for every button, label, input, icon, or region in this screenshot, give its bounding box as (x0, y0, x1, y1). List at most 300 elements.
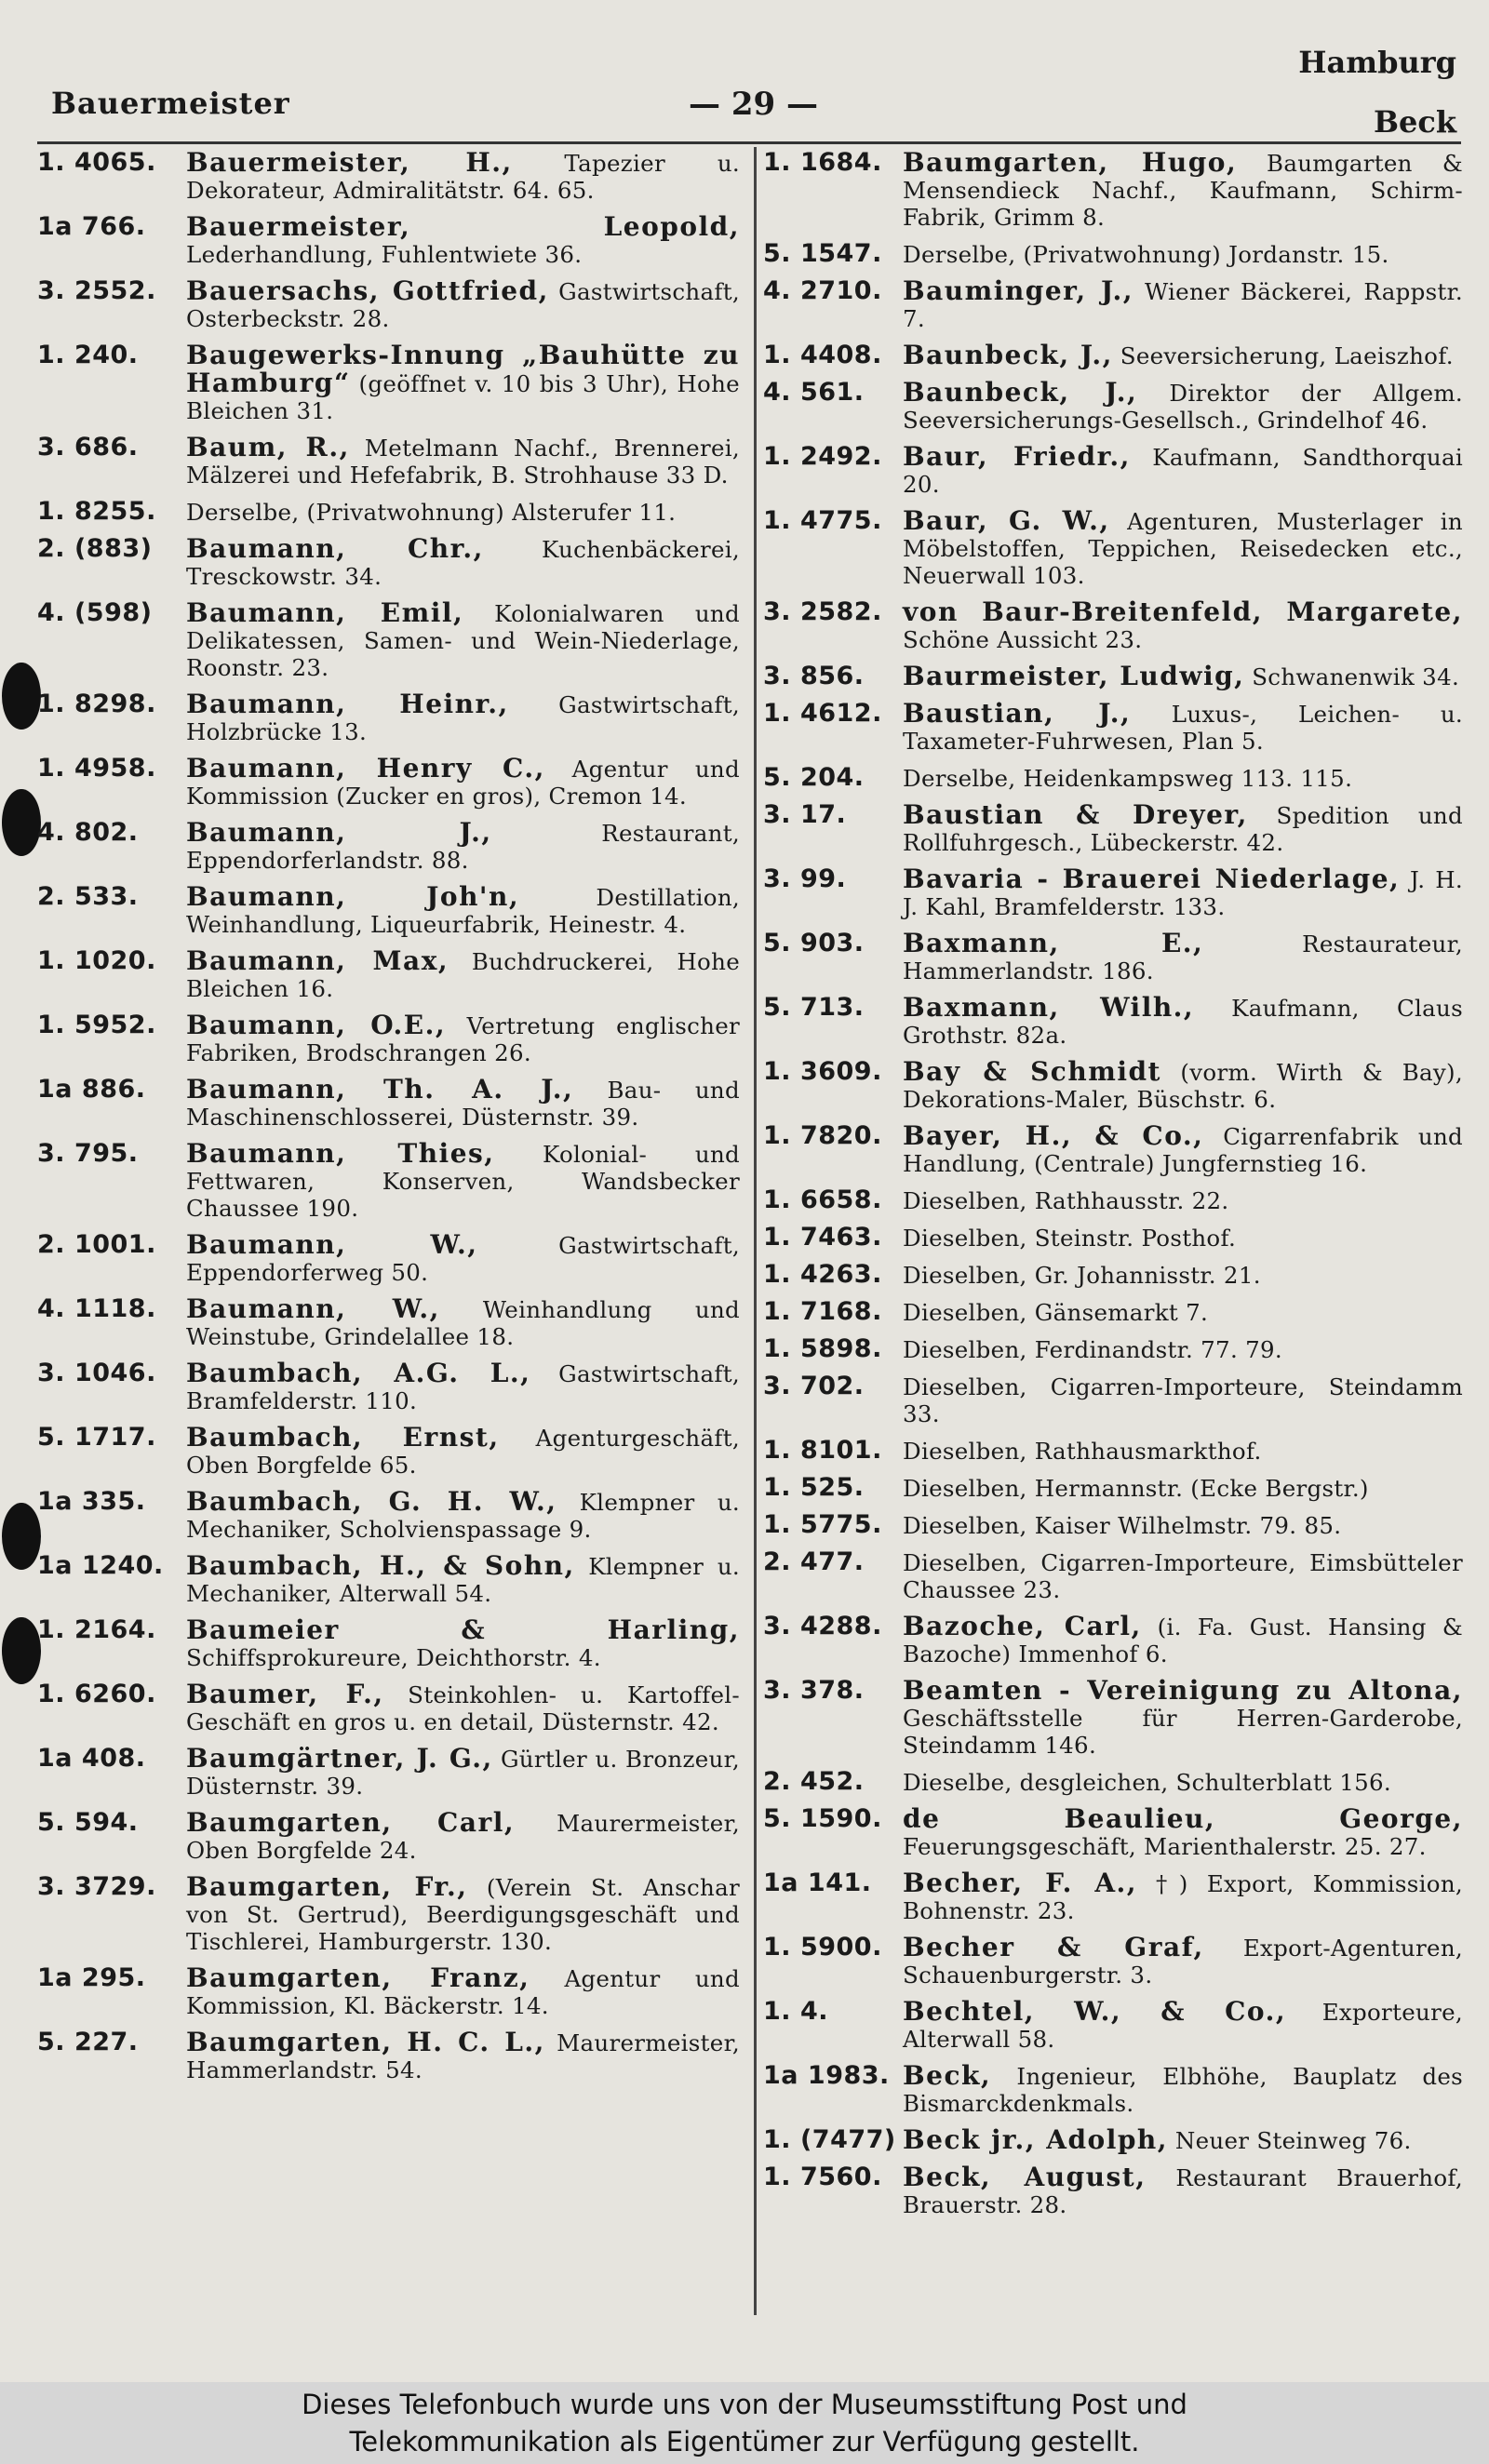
directory-entry (763, 1934, 1463, 1989)
phone-number: 2. (883) (37, 534, 153, 563)
subscriber-details: Dieselben, Cigarren-Importeure, Eimsbütteler Chaussee 23. (903, 1549, 1463, 1603)
subscriber-name: Bay & Schmidt (903, 1056, 1161, 1087)
entry-text (903, 764, 1463, 792)
phone-number: 3. 2582. (763, 597, 882, 626)
phone-number: 2. 452. (763, 1767, 865, 1796)
phone-number: 1. 7820. (763, 1121, 882, 1150)
entry-text (186, 1809, 740, 1864)
entry-text (903, 1934, 1463, 1989)
subscriber-details: (i. Fa. Gust. Hansing & Bazoche) Immenhof 6. (903, 1614, 1463, 1667)
subscriber-details: Feuerungsgeschäft, Marienthalerstr. 25. 27. (903, 1833, 1427, 1860)
directory-entry (763, 1058, 1463, 1113)
directory-entry (763, 700, 1463, 755)
entry-text (903, 240, 1463, 268)
directory-entry (763, 2163, 1463, 2218)
subscriber-details: Agentur und Kommission, Kl. Bäckerstr. 14. (186, 1965, 740, 2019)
subscriber-name: Baxmann, Wilh., (903, 992, 1195, 1023)
subscriber-name: Baumgarten, H. C. L., (186, 2027, 545, 2057)
subscriber-details: Dieselben, Rathhausmarkthof. (903, 1438, 1262, 1465)
phone-number: 5. 227. (37, 2028, 139, 2056)
entry-text (903, 1613, 1463, 1667)
entry-text (186, 2029, 740, 2083)
subscriber-name: Baumann, O.E., (186, 1010, 447, 1040)
directory-entry (763, 1437, 1463, 1465)
directory-entry (763, 1373, 1463, 1427)
subscriber-details: Weinhandlung und Weinstube, Grindelallee 18. (186, 1296, 741, 1350)
directory-entry (763, 865, 1463, 920)
phone-number: 1. 8298. (37, 690, 156, 718)
subscriber-details: Dieselbe, desgleichen, Schulterblatt 156. (903, 1769, 1392, 1796)
entry-text (903, 1511, 1463, 1539)
left-column (37, 149, 740, 2093)
phone-number: 3. 1046. (37, 1359, 156, 1387)
subscriber-name: Baumann, W., (186, 1293, 440, 1324)
subscriber-name: Baumer, F., (186, 1679, 384, 1709)
phone-number: 1. 1020. (37, 946, 156, 975)
directory-entry (763, 1677, 1463, 1759)
directory-entry (763, 994, 1463, 1049)
entry-text (903, 379, 1463, 434)
subscriber-details: Ingenieur, Elbhöhe, Bauplatz des Bismarckdenkmals. (903, 2063, 1463, 2117)
subscriber-details: Spedition und Rollfuhrgesch., Lübeckerstr. 42. (903, 802, 1463, 856)
entry-text (186, 690, 740, 745)
subscriber-details: Dieselben, Cigarren-Importeure, Steindamm 33. (903, 1373, 1463, 1427)
phone-number: 5. 1547. (763, 239, 882, 268)
subscriber-details: Agenturen, Musterlager in Möbelstoffen, Teppichen, Reisedecken etc., Neuerwall 103. (903, 508, 1464, 589)
directory-entry (763, 2062, 1463, 2117)
subscriber-name: Baumbach, G. H. W., (186, 1486, 557, 1517)
directory-entry (37, 277, 740, 332)
directory-entry (37, 755, 740, 810)
subscriber-details: Dieselben, Hermannstr. (Ecke Bergstr.) (903, 1475, 1369, 1502)
subscriber-name: Baumann, W., (186, 1229, 478, 1260)
subscriber-name: Baumann, Emil, (186, 597, 464, 628)
directory-entry (37, 1873, 740, 1955)
directory-entry (763, 149, 1463, 231)
directory-entry (763, 1261, 1463, 1289)
phone-number: 3. 17. (763, 800, 847, 829)
directory-entry (37, 1809, 740, 1864)
punch-hole (2, 1617, 41, 1684)
directory-entry (763, 379, 1463, 434)
directory-entry (763, 764, 1463, 792)
entry-text (903, 1186, 1463, 1214)
entry-text (903, 1805, 1463, 1860)
running-head-right: Beck (1373, 104, 1456, 140)
phone-number: 1. 1684. (763, 148, 882, 177)
directory-entry (37, 1745, 740, 1800)
subscriber-details: Tapezier u. Dekorateur, Admiralitätstr. 64. 65. (186, 150, 741, 204)
directory-entry (763, 1869, 1463, 1924)
entry-text (186, 341, 740, 424)
entry-text (903, 1224, 1463, 1252)
entry-text (903, 598, 1463, 653)
phone-number: 1. 5952. (37, 1011, 156, 1039)
entry-text (903, 1548, 1463, 1603)
directory-entry (37, 1359, 740, 1414)
subscriber-name: Becher & Graf, (903, 1932, 1204, 1962)
subscriber-details: Lederhandlung, Fuhlentwiete 36. (186, 241, 583, 268)
entry-text (903, 1869, 1463, 1924)
subscriber-details: Gastwirtschaft, Holzbrücke 13. (186, 691, 740, 745)
entry-text (186, 498, 740, 526)
phone-number: 5. 1590. (763, 1804, 882, 1833)
directory-entry (763, 598, 1463, 653)
entry-text (903, 2163, 1463, 2218)
directory-entry (37, 1616, 740, 1671)
phone-number: 3. 795. (37, 1139, 139, 1168)
directory-entry (37, 1424, 740, 1479)
subscriber-details: Dieselben, Gänsemarkt 7. (903, 1299, 1209, 1326)
entry-text (903, 277, 1463, 332)
subscriber-name: Bayer, H., & Co., (903, 1120, 1204, 1151)
directory-entry (763, 2126, 1463, 2154)
entry-text (186, 1295, 740, 1350)
entry-text (903, 801, 1463, 856)
entry-text (186, 1231, 740, 1286)
entry-text (903, 1998, 1463, 2053)
phone-number: 1. 5900. (763, 1933, 882, 1962)
subscriber-details: Baumgarten & Mensendieck Nachf., Kaufmann, Schirm-Fabrik, Grimm 8. (903, 150, 1463, 231)
phone-number: 1. 8255. (37, 497, 156, 526)
subscriber-details: Derselbe, Heidenkampsweg 113. 115. (903, 765, 1353, 792)
subscriber-details: Direktor der Allgem. Seeversicherungs-Gesellsch., Grindelhof 46. (903, 380, 1463, 434)
subscriber-details: Klempner u. Mechaniker, Alterwall 54. (186, 1553, 740, 1607)
directory-entry (37, 2029, 740, 2083)
subscriber-details: Metelmann Nachf., Brennerei, Mälzerei und Hefefabrik, B. Strohhause 33 D. (186, 435, 740, 489)
subscriber-details: Dieselben, Gr. Johannisstr. 21. (903, 1262, 1261, 1289)
entry-text (186, 1745, 740, 1800)
directory-entry (37, 1681, 740, 1735)
directory-entry (37, 599, 740, 681)
directory-entry (763, 1298, 1463, 1326)
subscriber-details: Geschäftsstelle für Herren-Garderobe, Steindamm 146. (903, 1705, 1463, 1759)
directory-entry (763, 801, 1463, 856)
directory-entry (763, 240, 1463, 268)
subscriber-name: Baumgarten, Hugo, (903, 147, 1238, 178)
entry-text (903, 1677, 1463, 1759)
phone-number: 3. 378. (763, 1676, 865, 1705)
entry-text (186, 819, 740, 874)
entry-text (186, 535, 740, 590)
entry-text (903, 1437, 1463, 1465)
phone-number: 5. 204. (763, 763, 865, 792)
phone-number: 3. 99. (763, 864, 847, 893)
phone-number: 1. 4263. (763, 1260, 882, 1289)
entry-text (186, 213, 740, 268)
subscriber-details: Derselbe, (Privatwohnung) Jordanstr. 15. (903, 241, 1389, 268)
phone-number: 1a 766. (37, 212, 146, 241)
phone-number: 1. 240. (37, 341, 139, 369)
entry-text (903, 1768, 1463, 1796)
subscriber-details: Gastwirtschaft, Bramfelderstr. 110. (186, 1360, 740, 1414)
directory-entry (37, 1552, 740, 1607)
entry-text (186, 755, 740, 810)
phone-number: 1. 6658. (763, 1185, 882, 1214)
phone-number: 1. 4612. (763, 699, 882, 728)
phone-number: 3. 856. (763, 662, 865, 690)
subscriber-name: Bauersachs, Gottfried, (186, 275, 549, 306)
subscriber-name: Baumann, Joh'n, (186, 881, 520, 912)
subscriber-name: Baumgarten, Franz, (186, 1962, 530, 1993)
subscriber-details: Maurermeister, Hammerlandstr. 54. (186, 2029, 740, 2083)
phone-number: 1. 8101. (763, 1436, 882, 1465)
directory-entry (763, 341, 1463, 369)
subscriber-details: Steinkohlen- u. Kartoffel-Geschäft en gros u. en detail, Düsternstr. 42. (186, 1681, 740, 1735)
directory-entry (763, 930, 1463, 984)
entry-text (903, 1261, 1463, 1289)
directory-entry (37, 690, 740, 745)
subscriber-name: Baumbach, Ernst, (186, 1422, 500, 1453)
subscriber-details: Kuchenbäckerei, Tresckowstr. 34. (186, 536, 740, 590)
entry-text (903, 994, 1463, 1049)
subscriber-name: Baumann, Chr., (186, 533, 484, 564)
subscriber-details: †) Export, Kommission, Bohnenstr. 23. (903, 1870, 1463, 1924)
subscriber-name: Baurmeister, Ludwig, (903, 661, 1245, 691)
subscriber-name: Baumann, Th. A. J., (186, 1074, 574, 1105)
directory-entry (763, 1613, 1463, 1667)
subscriber-details: Export-Agenturen, Schauenburgerstr. 3. (903, 1935, 1463, 1989)
phone-number: 1. 5898. (763, 1334, 882, 1363)
subscriber-details: Dieselben, Kaiser Wilhelmstr. 79. 85. (903, 1512, 1342, 1539)
phone-number: 1. 6260. (37, 1680, 156, 1708)
subscriber-details: Kolonialwaren und Delikatessen, Samen- und Wein-Niederlage, Roonstr. 23. (186, 600, 740, 681)
entry-text (903, 2126, 1463, 2154)
phone-number: 3. 702. (763, 1372, 865, 1400)
directory-entry (763, 1805, 1463, 1860)
directory-entry (763, 1335, 1463, 1363)
subscriber-details: Klempner u. Mechaniker, Scholvienspassage 9. (186, 1489, 741, 1543)
phone-number: 1a 886. (37, 1075, 146, 1104)
directory-entry (763, 1224, 1463, 1252)
directory-entry (763, 663, 1463, 690)
directory-entry (763, 507, 1463, 589)
directory-entry (37, 819, 740, 874)
entry-text (186, 1076, 740, 1131)
directory-entry (37, 1231, 740, 1286)
subscriber-details: Restaurateur, Hammerlandstr. 186. (903, 931, 1463, 984)
entry-text (186, 1424, 740, 1479)
subscriber-details: Restaurant Brauerhof, Brauerstr. 28. (903, 2164, 1464, 2218)
subscriber-details: Dieselben, Rathhausstr. 22. (903, 1187, 1229, 1214)
phone-number: 5. 903. (763, 929, 865, 957)
subscriber-details: Seeversicherung, Laeiszhof. (1120, 342, 1454, 369)
phone-number: 1. 7463. (763, 1223, 882, 1252)
directory-entry (37, 1011, 740, 1066)
phone-number: 4. 1118. (37, 1294, 156, 1323)
page-number: — 29 — (689, 86, 818, 123)
subscriber-name: Beamten - Vereinigung zu Altona, (903, 1675, 1463, 1706)
directory-entry (37, 947, 740, 1002)
subscriber-details: Schöne Aussicht 23. (903, 626, 1143, 653)
subscriber-details: Wiener Bäckerei, Rappstr. 7. (903, 278, 1464, 332)
entry-text (186, 1488, 740, 1543)
subscriber-name: Baumann, Max, (186, 945, 449, 976)
phone-number: 3. 4288. (763, 1612, 882, 1640)
entry-text (186, 599, 740, 681)
subscriber-name: Baumeier & Harling, (186, 1614, 740, 1645)
subscriber-details: Neuer Steinweg 76. (1174, 2127, 1412, 2154)
subscriber-details: Cigarrenfabrik und Handlung, (Centrale) Jungfernstieg 16. (903, 1123, 1464, 1177)
directory-entry (37, 498, 740, 526)
directory-entry (37, 1295, 740, 1350)
directory-entry (763, 1768, 1463, 1796)
phone-number: 4. (598) (37, 598, 153, 627)
entry-text (186, 277, 740, 332)
punch-hole (2, 663, 41, 730)
entry-text (903, 341, 1463, 369)
phone-number: 4. 802. (37, 818, 139, 847)
directory-entry (763, 277, 1463, 332)
subscriber-name: Bavaria - Brauerei Niederlage, (903, 864, 1401, 894)
phone-number: 4. 2710. (763, 276, 882, 305)
directory-entry (37, 434, 740, 489)
directory-entry (37, 883, 740, 938)
directory-entry (37, 535, 740, 590)
subscriber-details: (geöffnet v. 10 bis 3 Uhr), Hohe Bleichen 31. (186, 370, 740, 424)
directory-entry (37, 213, 740, 268)
subscriber-name: Baustian & Dreyer, (903, 799, 1248, 830)
subscriber-name: Baur, G. W., (903, 505, 1110, 536)
punch-hole (2, 789, 41, 856)
subscriber-details: J. H. J. Kahl, Bramfelderstr. 133. (903, 866, 1463, 920)
entry-text (903, 1058, 1463, 1113)
entry-text (186, 434, 740, 489)
phone-number: 1a 408. (37, 1744, 146, 1773)
subscriber-name: Baumgarten, Fr., (186, 1871, 468, 1902)
entry-text (903, 149, 1463, 231)
entry-text (186, 1873, 740, 1955)
subscriber-name: Baxmann, E., (903, 928, 1204, 958)
subscriber-name: von Baur-Breitenfeld, Margarete, (903, 596, 1463, 627)
subscriber-name: Baunbeck, J., (903, 377, 1138, 408)
subscriber-name: Becher, F. A., (903, 1868, 1138, 1898)
phone-number: 1a 1983. (763, 2061, 890, 2090)
subscriber-details: Kolonial- und Fettwaren, Konserven, Wandsbecker Chaussee 190. (186, 1141, 741, 1222)
subscriber-details: Destillation, Weinhandlung, Liqueurfabrik, Heinestr. 4. (186, 884, 740, 938)
entry-text (903, 930, 1463, 984)
phone-number: 1. 2164. (37, 1615, 156, 1644)
subscriber-name: Baumgarten, Carl, (186, 1807, 516, 1838)
subscriber-name: Baum, R., (186, 432, 350, 462)
subscriber-details: Agenturgeschäft, Oben Borgfelde 65. (186, 1425, 740, 1479)
phone-number: 1. 4. (763, 1997, 828, 2026)
footer-line-2: Telekommunikation als Eigentümer zur Verfügung gestellt. (349, 2426, 1140, 2457)
directory-entry (763, 1186, 1463, 1214)
subscriber-details: Dieselben, Steinstr. Posthof. (903, 1225, 1237, 1252)
entry-text (903, 2062, 1463, 2117)
phone-number: 3. 686. (37, 433, 139, 462)
phone-number: 2. 533. (37, 882, 139, 911)
directory-entry (37, 1140, 740, 1222)
phone-number: 1a 1240. (37, 1551, 164, 1580)
right-column (763, 149, 1463, 2228)
subscriber-name: Bauermeister, Leopold, (186, 211, 740, 242)
punch-hole (2, 1503, 41, 1570)
entry-text (903, 1122, 1463, 1177)
subscriber-details: (vorm. Wirth & Bay), Dekorations-Maler, Büschstr. 6. (903, 1059, 1463, 1113)
subscriber-details: Schiffsprokureure, Deichthorstr. 4. (186, 1644, 601, 1671)
subscriber-details: Gürtler u. Bronzeur, Düsternstr. 39. (186, 1746, 740, 1800)
entry-text (903, 507, 1463, 589)
phone-number: 1. 4408. (763, 341, 882, 369)
column-divider (754, 147, 757, 2315)
phone-number: 1. 7560. (763, 2163, 882, 2191)
subscriber-name: Baumbach, H., & Sohn, (186, 1550, 575, 1581)
directory-entry (37, 1076, 740, 1131)
entry-text (903, 1474, 1463, 1502)
subscriber-name: Baur, Friedr., (903, 441, 1131, 472)
phone-number: 1. 3609. (763, 1057, 882, 1086)
subscriber-details: Bau- und Maschinenschlosserei, Düsternstr. 39. (186, 1077, 740, 1131)
entry-text (186, 1681, 740, 1735)
phone-number: 2. 1001. (37, 1230, 156, 1259)
phone-number: 5. 594. (37, 1808, 139, 1837)
entry-text (186, 1964, 740, 2019)
subscriber-name: Baumann, Thies, (186, 1138, 495, 1169)
subscriber-details: Derselbe, (Privatwohnung) Alsterufer 11. (186, 499, 677, 526)
phone-number: 3. 3729. (37, 1872, 156, 1901)
subscriber-name: de Beaulieu, George, (903, 1803, 1463, 1834)
phone-number: 1. (7477) (763, 2125, 896, 2154)
subscriber-name: Baumann, Heinr., (186, 689, 509, 719)
subscriber-details: Dieselben, Ferdinandstr. 77. 79. (903, 1336, 1282, 1363)
phone-number: 1a 141. (763, 1868, 872, 1897)
subscriber-details: Kaufmann, Claus Grothstr. 82a. (903, 995, 1463, 1049)
phone-number: 1. 525. (763, 1473, 865, 1502)
running-head-left: Bauermeister (51, 86, 290, 121)
subscriber-details: Exporteure, Alterwall 58. (903, 1999, 1463, 2053)
phone-number: 1a 335. (37, 1487, 146, 1516)
entry-text (186, 883, 740, 938)
subscriber-details: Luxus-, Leichen- u. Taxameter-Fuhrwesen, Plan 5. (903, 701, 1463, 755)
subscriber-details: Agentur und Kommission (Zucker en gros), Cremon 14. (186, 756, 740, 810)
phone-number: 5. 1717. (37, 1423, 156, 1452)
entry-text (186, 1011, 740, 1066)
phone-number: 5. 713. (763, 993, 865, 1022)
directory-entry (763, 1998, 1463, 2053)
phone-number: 1. 7168. (763, 1297, 882, 1326)
subscriber-details: Buchdruckerei, Hohe Bleichen 16. (186, 948, 740, 1002)
subscriber-name: Baumann, Henry C., (186, 753, 545, 783)
directory-entry (37, 341, 740, 424)
subscriber-name: Bauminger, J., (903, 275, 1134, 306)
phone-number: 4. 561. (763, 378, 865, 407)
phone-number: 2. 477. (763, 1547, 865, 1576)
phone-number: 1a 295. (37, 1963, 146, 1992)
subscriber-name: Bauermeister, H., (186, 147, 513, 178)
phone-number: 1. 2492. (763, 442, 882, 471)
phone-number: 1. 5775. (763, 1510, 882, 1539)
directory-entry (763, 1548, 1463, 1603)
entry-text (903, 865, 1463, 920)
subscriber-name: Beck jr., Adolph, (903, 2124, 1169, 2155)
subscriber-details: Gastwirtschaft, Eppendorferweg 50. (186, 1232, 740, 1286)
subscriber-name: Baugewerks-Innung „Bauhütte zu Hamburg“ (186, 340, 740, 398)
subscriber-name: Baumann, J., (186, 817, 492, 848)
directory-entry (37, 1964, 740, 2019)
subscriber-name: Baumbach, A.G. L., (186, 1358, 531, 1388)
phone-number: 1. 4775. (763, 506, 882, 535)
entry-text (186, 1552, 740, 1607)
phone-number: 3. 2552. (37, 276, 156, 305)
entry-text (186, 149, 740, 204)
directory-entry (37, 149, 740, 204)
entry-text (903, 700, 1463, 755)
subscriber-name: Baustian, J., (903, 698, 1132, 729)
subscriber-details: Kaufmann, Sandthorquai 20. (903, 444, 1463, 498)
entry-text (186, 1616, 740, 1671)
